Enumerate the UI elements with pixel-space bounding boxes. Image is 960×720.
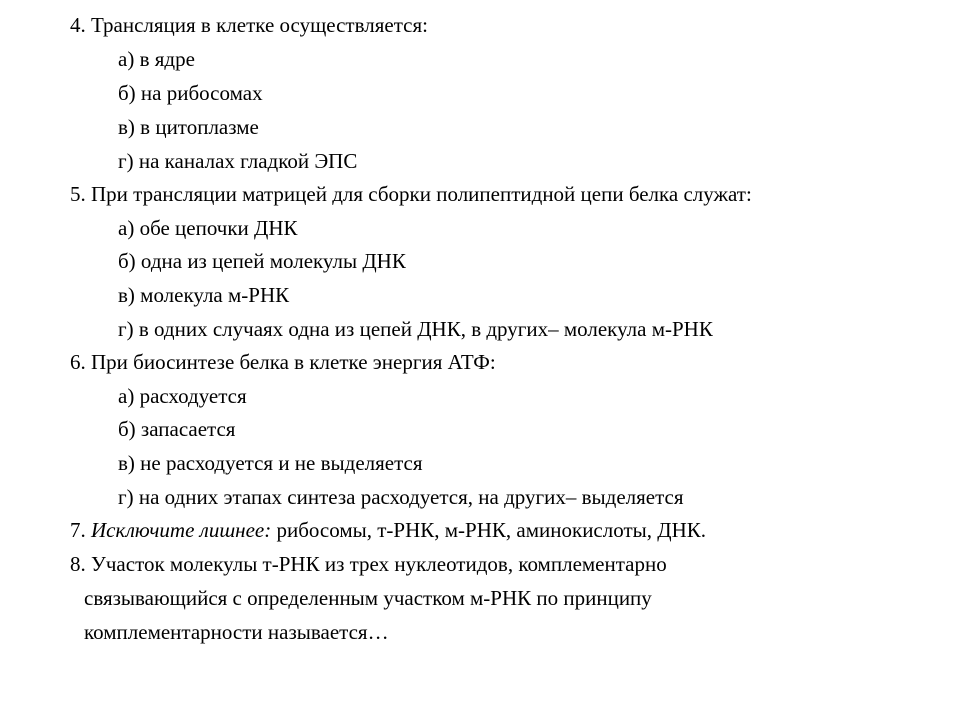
question-8-line-1: 8. Участок молекулы т-РНК из трех нуклеотидов, комплементарно [70, 552, 667, 576]
question-6-option-d: г) на одних этапах синтеза расходуется, на других– выделяется [118, 485, 684, 509]
question-7-instruction: Исключите лишнее: [91, 518, 272, 542]
question-6-option-c: в) не расходуется и не выделяется [118, 451, 423, 475]
question-7-number: 7. [70, 518, 91, 542]
question-6-option-a: а) расходуется [118, 384, 247, 408]
question-5-option-b: б) одна из цепей молекулы ДНК [118, 249, 406, 273]
question-4-option-d: г) на каналах гладкой ЭПС [118, 149, 358, 173]
question-7 [70, 517, 706, 543]
question-5-option-c: в) молекула м-РНК [118, 283, 290, 307]
question-5-option-d: г) в одних случаях одна из цепей ДНК, в других– молекула м-РНК [118, 317, 713, 341]
question-6-text: 6. При биосинтезе белка в клетке энергия АТФ: [70, 350, 496, 374]
question-4-option-c: в) в цитоплазме [118, 115, 259, 139]
question-8-line-2: связывающийся с определенным участком м-РНК по принципу [84, 586, 652, 610]
question-4-text: 4. Трансляция в клетке осуществляется: [70, 13, 428, 37]
question-8-line-3: комплементарности называется… [84, 620, 389, 644]
question-5-option-a: а) обе цепочки ДНК [118, 216, 298, 240]
question-6-option-b: б) запасается [118, 417, 236, 441]
question-4-option-a: а) в ядре [118, 47, 195, 71]
question-7-items: рибосомы, т-РНК, м-РНК, аминокислоты, ДНК. [271, 518, 706, 542]
question-4-option-b: б) на рибосомах [118, 81, 263, 105]
question-5-text: 5. При трансляции матрицей для сборки полипептидной цепи белка служат: [70, 182, 752, 206]
